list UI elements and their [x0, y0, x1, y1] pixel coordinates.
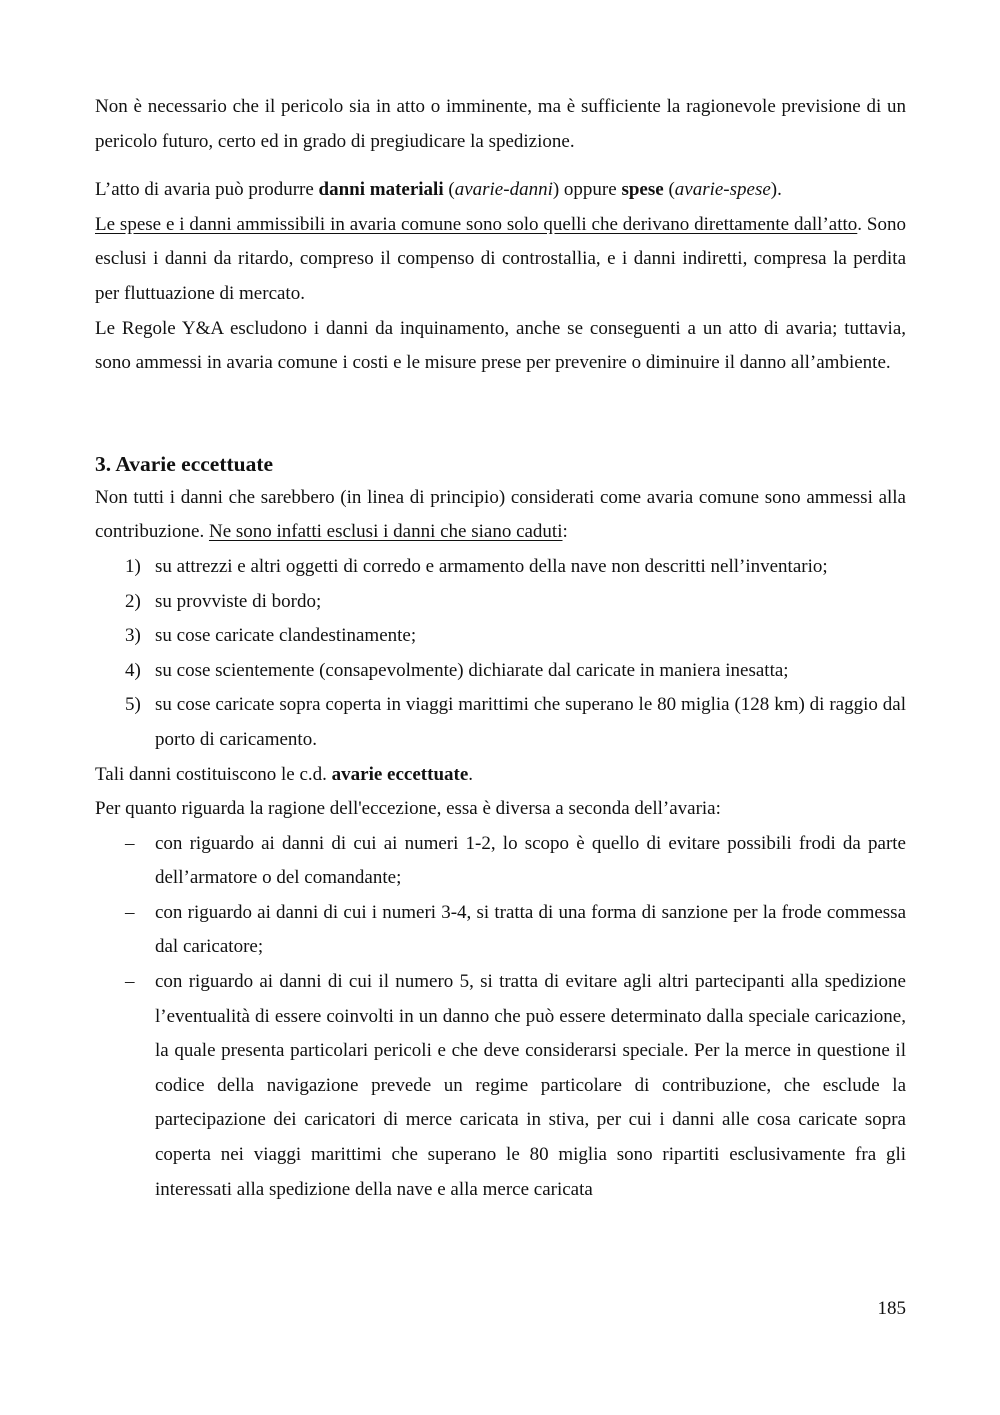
dash-marker: –	[125, 901, 135, 923]
paragraph-tali-danni: Tali danni costituiscono le c.d. avarie eccettuate.	[95, 763, 474, 785]
list-item: – con riguardo ai danni di cui il numero 5, si tratta di evitare agli altri partecipanti alla spedizione l’eventualità di essere coinvolti in un danno che può essere determinato dalla speciale caricazione, la quale presenta particolari pericoli e che deve considerarsi speciale. Per la merce in questione il codice della navigazione prevede un regime particolare di contribuzione, che esclude la partecipazione dei caricatori di merce caricata in stiva, per cui i danni alle cosa caricate sopra coperta nei viaggi marittimi che superano le 80 miglia sono ripartiti esclusivamente fra gli interessati alla spedizione della nave e alla merce caricata	[95, 965, 906, 1207]
section-heading: 3. Avarie eccettuate	[95, 451, 274, 476]
paragraph-atto-avaria: L’atto di avaria può produrre danni materiali (avarie-danni) oppure spese (avarie-spese).	[95, 179, 782, 201]
page-content	[95, 90, 906, 1207]
dash-marker: –	[125, 971, 135, 993]
bold-spese: spese	[621, 179, 664, 201]
bold-avarie-eccettuate: avarie eccettuate	[331, 763, 469, 785]
page-number: 185	[877, 1298, 906, 1319]
list-item: 1) su attrezzi e altri oggetti di corredo e armamento della nave non descritti nell’inventario;	[125, 555, 828, 577]
list-item: – con riguardo ai danni di cui i numeri 3-4, si tratta di una forma di sanzione per la frode commessa dal caricatore;	[95, 896, 906, 965]
list-item: – con riguardo ai danni di cui ai numeri 1-2, lo scopo è quello di evitare possibili frodi da parte dell’armatore o del comandante;	[95, 827, 906, 896]
dash-list	[95, 827, 906, 1208]
paragraph-regole-ya: Le Regole Y&A escludono i danni da inquinamento, anche se conseguenti a un atto di avaria; tuttavia, sono ammessi in avaria comune i costi e le misure prese per prevenire o diminuire il danno all’ambiente.	[95, 317, 906, 374]
dash-marker: –	[125, 832, 135, 854]
list-item: 2) su provviste di bordo;	[125, 590, 322, 612]
paragraph-ragione: Per quanto riguarda la ragione dell'eccezione, essa è diversa a seconda dell’avaria:	[95, 798, 721, 820]
underlined-esclusi: Ne sono infatti esclusi i danni che siano caduti	[208, 521, 563, 543]
underlined-spese-danni: Le spese e i danni ammissibili in avaria comune sono solo quelli che derivano direttamente dall’atto	[95, 213, 858, 235]
paragraph-spese-danni: Le spese e i danni ammissibili in avaria comune sono solo quelli che derivano direttamente dall’atto. Sono esclusi i danni da ritardo, compreso il compenso di controstallia, e i danni indiretti, compresa la perdita per fluttuazione di mercato.	[95, 213, 906, 304]
paragraph-pericolo: Non è necessario che il pericolo sia in atto o imminente, ma è sufficiente la ragionevole previsione di un pericolo futuro, certo ed in grado di pregiudicare la spedizione.	[95, 96, 906, 152]
bold-danni-materiali: danni materiali	[318, 179, 444, 201]
numbered-list	[95, 550, 906, 758]
italic-avarie-spese: avarie-spese	[674, 179, 771, 201]
italic-avarie-danni: avarie-danni	[454, 179, 553, 201]
list-item: 4) su cose scientemente (consapevolmente) dichiarate dal caricate in maniera inesatta;	[125, 659, 789, 681]
list-item: 5) su cose caricate sopra coperta in viaggi marittimi che superano le 80 miglia (128 km) di raggio dal porto di caricamento.	[125, 694, 906, 750]
paragraph-intro-eccettuate: Non tutti i danni che sarebbero (in linea di principio) considerati come avaria comune sono ammessi alla contribuzione. Ne sono infatti esclusi i danni che siano caduti:	[95, 486, 906, 543]
list-item: 3) su cose caricate clandestinamente;	[125, 625, 417, 647]
